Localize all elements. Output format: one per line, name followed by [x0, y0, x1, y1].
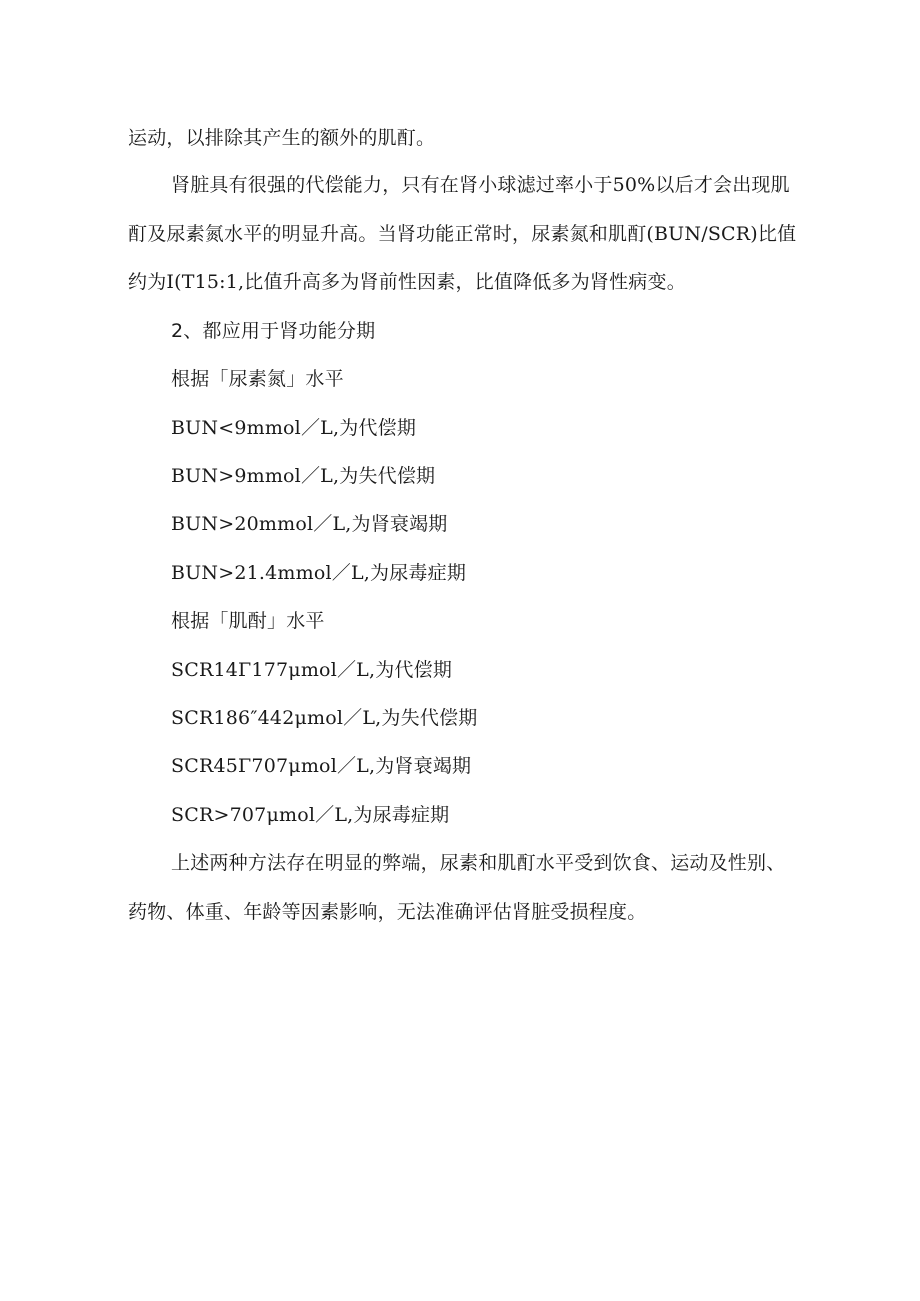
list-item-scr: SCR>707μmol／L,为尿毒症期 — [171, 804, 450, 826]
subsection-heading-bun: 根据「尿素氮」水平 — [171, 368, 344, 390]
list-item-bun: BUN>21.4mmol／L,为尿毒症期 — [171, 562, 467, 584]
list-item-bun: BUN>9mmol／L,为失代偿期 — [171, 465, 436, 487]
paragraph-line: 酊及尿素氮水平的明显升高。当肾功能正常时，尿素氮和肌酊(BUN/SCR)比值 — [128, 223, 797, 245]
list-item-bun: BUN>20mmol／L,为肾衰竭期 — [171, 513, 448, 535]
list-item-scr: SCR14Γ177μmol／L,为代偿期 — [171, 659, 453, 681]
paragraph-line: 上述两种方法存在明显的弊端，尿素和肌酊水平受到饮食、运动及性别、 — [171, 852, 786, 874]
list-item-scr: SCR45Γ707μmol／L,为肾衰竭期 — [171, 755, 472, 777]
paragraph-line: 肾脏具有很强的代偿能力，只有在肾小球滤过率小于50%以后才会出现肌 — [171, 174, 790, 196]
section-heading: 2、都应用于肾功能分期 — [171, 320, 376, 342]
list-item-bun: BUN<9mmol／L,为代偿期 — [171, 417, 417, 439]
paragraph-line: 运动，以排除其产生的额外的肌酊。 — [128, 127, 436, 149]
paragraph-line: 药物、体重、年龄等因素影响，无法准确评估肾脏受损程度。 — [128, 901, 647, 923]
paragraph-line: 约为I(T15:1,比值升高多为肾前性因素，比值降低多为肾性病变。 — [128, 271, 686, 293]
subsection-heading-scr: 根据「肌酎」水平 — [171, 610, 325, 632]
list-item-scr: SCR186″442μmol／L,为失代偿期 — [171, 707, 478, 729]
